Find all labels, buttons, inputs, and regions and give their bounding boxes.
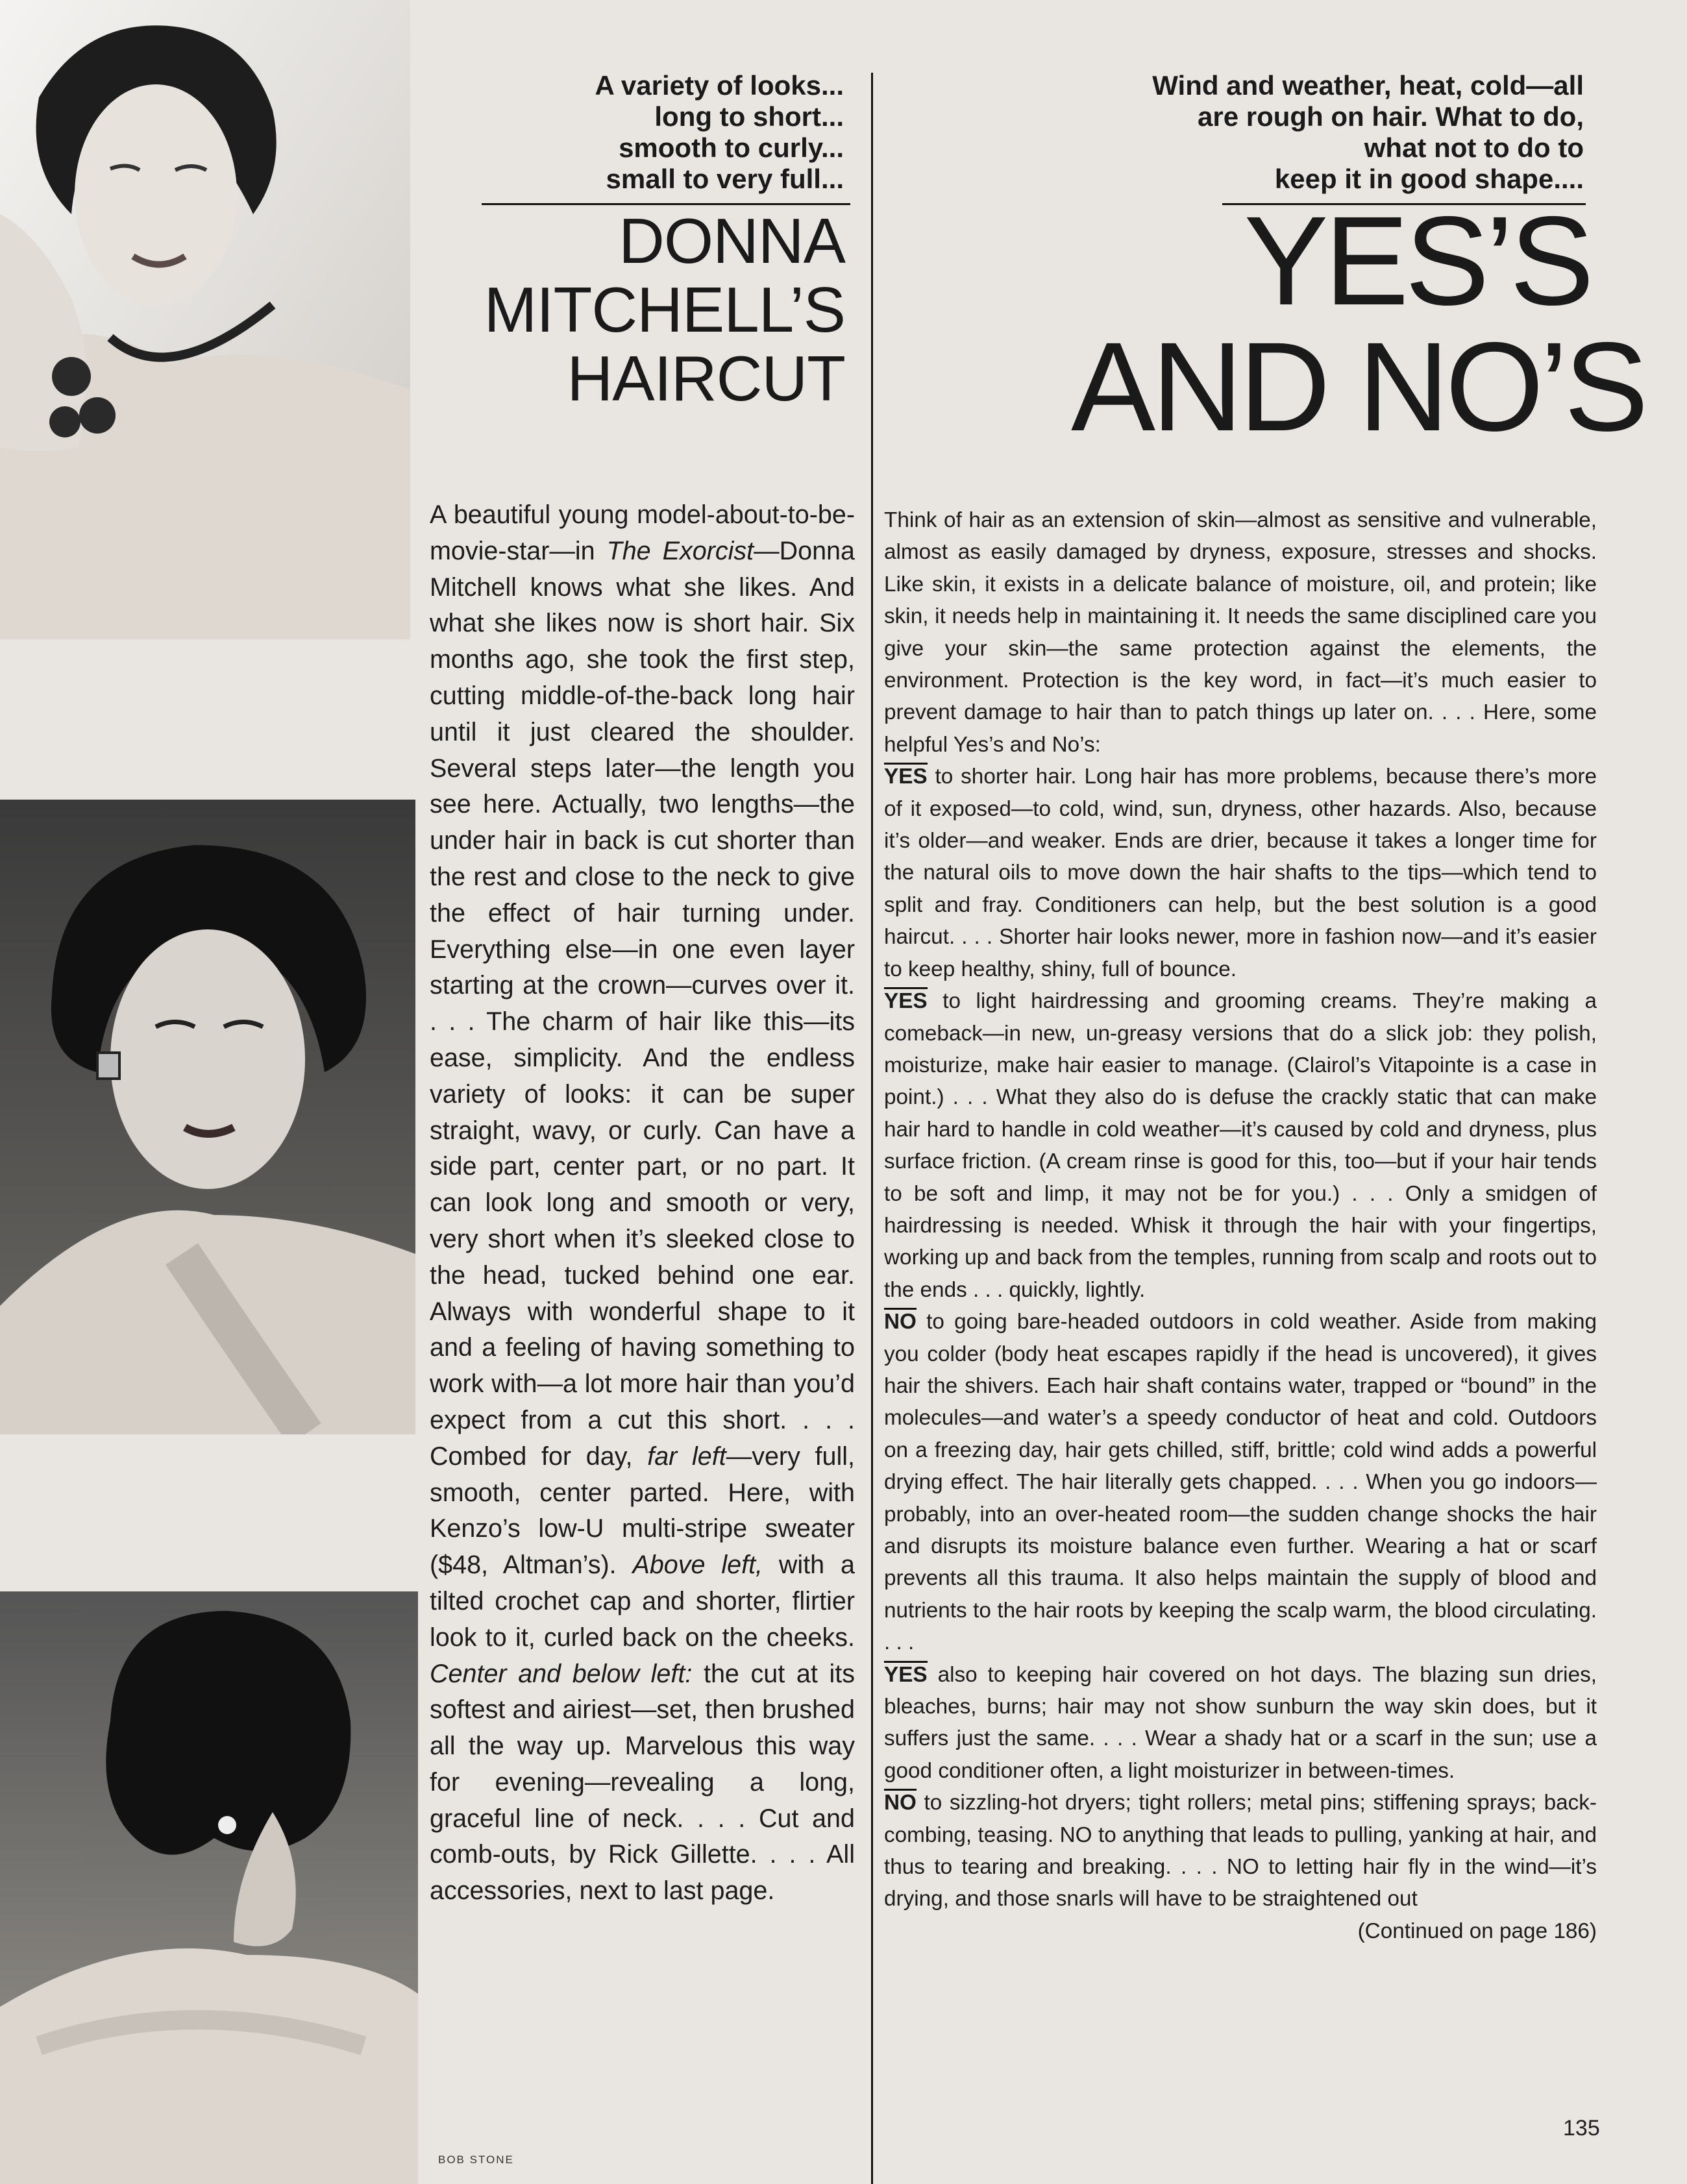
page-number: 135 [1563, 2116, 1600, 2141]
advice-text: to light hairdressing and grooming creams. They’re making a comeback—in new, un-greasy versions that do a slick job: they polish, moisturize, make hair easier to manage. (Clairol’s Vitapointe is a case in point.) . . . What they also do is defuse the crackly static that can make hair hard to handle in cold weather—it’s caused by cold and dryness, plus surface friction. (A cream rinse is good for this, too—but if your hair tends to be soft and limp, it may not be for you.) . . . Only a smidgen of hairdressing is needed. Whisk it through the hair with your fingertips, working up and back from the temples, running from scalp and roots out to the ends . . . quickly, lightly. [884, 989, 1597, 1302]
advice-lead: NO [884, 1789, 917, 1815]
intro-paragraph: Think of hair as an extension of skin—almost as sensitive and vulnerable, almost as easily damaged by dryness, exposure, stresses and shocks. Like skin, it exists in a delicate balance of moisture, oil, and protein; like skin, it needs help in maintaining it. It needs the same disciplined care you give your skin—the same protection against the elements, the environment. Protection is the key word, in fact—it’s much easier to prevent damage to hair than to patch things up later on. . . . Here, some helpful Yes’s and No’s: [884, 508, 1597, 757]
left-kicker-line: smooth to curly... [619, 132, 844, 163]
right-kicker-line: Wind and weather, heat, cold—all [1152, 70, 1584, 101]
left-title-line: DONNA [619, 205, 845, 276]
body-text-italic: Center and below left: [430, 1659, 693, 1688]
body-text: with a tilted crochet cap and shorter, flirtier look to it, curled back on the cheeks. [430, 1551, 855, 1652]
advice-text: to shorter hair. Long hair has more problems, because there’s more of it exposed—to cold, wind, sun, dryness, other hazards. Also, because it’s older—and weaker. Ends are drier, because it takes a longer time for the natural oils to move down the hair shafts to the tips—which tend to split and fray. Conditioners can help, but the best solution is a good haircut. . . . Shorter hair looks newer, more in fashion now—and it’s easier to keep healthy, shiny, full of bounce. [884, 765, 1597, 981]
left-article-body [430, 497, 855, 1909]
photo-model-profile [0, 1591, 418, 2184]
left-article-title [448, 206, 845, 413]
left-title-line: HAIRCUT [567, 343, 845, 414]
advice-lead: YES [884, 1661, 928, 1687]
advice-text: to sizzling-hot dryers; tight rollers; metal pins; stiffening sprays; back-combing, teasing. NO to anything that leads to pulling, yanking at hair, and thus to tearing and breaking. . . . NO to letting hair fly in the wind—it’s drying, and those snarls will have to be straightened out [884, 1791, 1597, 1911]
right-title-line: AND NO’S [1071, 316, 1645, 458]
body-text: —very full, smooth, center parted. Here, with Kenzo’s low-U multi-stripe sweater ($48, Altman’s). [430, 1442, 855, 1580]
photo-model-crochet-cap [0, 0, 410, 639]
advice-lead: NO [884, 1308, 917, 1334]
right-kicker-line: keep it in good shape.... [1274, 164, 1584, 194]
body-text-italic: far left [647, 1442, 726, 1471]
advice-text: to going bare-headed outdoors in cold weather. Aside from making you colder (body heat escapes rapidly if the head is uncovered), it gives hair the shivers. Each hair shaft contains water, trapped or “bound” in the molecules—and water’s a speedy conductor of heat and cold. Outdoors on a freezing day, hair gets chilled, stiff, brittle; cold wind adds a powerful drying effect. The hair literally gets chapped. . . . When you go indoors—probably, into an over-heated room—the sudden change shocks the hair and disrupts its moisture balance even further. Wearing a hat or scarf prevents all this trauma. It also helps maintain the supply of blood and nutrients to the hair roots by keeping the scalp warm, the blood circulating. . . . [884, 1310, 1597, 1655]
body-text-italic: The Exorcist [606, 536, 754, 565]
left-kicker-line: long to short... [654, 101, 844, 132]
advice-item [884, 985, 1597, 1306]
body-text: the cut at its softest and airiest—set, then brushed all the way up. Marvelous this way for evening—revealing a long, graceful line of neck. . . . Cut and comb-outs, by Rick Gillette. . . . All accessories, next to last page. [430, 1659, 855, 1906]
body-text: A beautiful young model-about-to-be-movie-star—in [430, 500, 855, 565]
body-text-italic: Above left, [632, 1551, 763, 1580]
left-kicker-line: small to very full... [606, 164, 844, 194]
right-article-title [1071, 190, 1645, 458]
right-article-body [884, 504, 1597, 1947]
advice-lead: YES [884, 987, 928, 1013]
advice-item [884, 761, 1597, 985]
left-title-line: MITCHELL’S [484, 274, 845, 345]
advice-item [884, 1306, 1597, 1658]
column-divider [871, 73, 873, 2184]
advice-item [884, 1787, 1597, 1943]
body-text: —Donna Mitchell knows what she likes. And what she likes now is short hair. Six months ago, she took the first step, cutting middle-of-the-back long hair until it just cleared the shoulder. Several steps later—the length you see here. Actually, two lengths—the under hair in back is cut shorter than the rest and close to the neck to give the effect of hair turning under. Everything else—in one even layer starting at the crown—curves over it. . . . The charm of hair like this—its ease, simplicity. And the endless variety of looks: it can be super straight, wavy, or curly. Can have a side part, center part, or no part. It can look long and smooth or very, very short when it’s sleeked close to the head, tucked behind one ear. Always with wonderful shape to it and a feeling of having something to work with—a lot more hair than you’d expect from a cut this short. . . . Combed for day, [430, 536, 855, 1471]
right-kicker [1103, 70, 1584, 195]
photo-model-full-hair [0, 800, 415, 1434]
left-kicker-line: A variety of looks... [595, 70, 844, 101]
advice-text: also to keeping hair covered on hot days. The blazing sun dries, bleaches, burns; hair may not show sunburn the way skin does, but it suffers just the same. . . . Wear a shady hat or a scarf in the sun; use a good conditioner often, a light moisturizer in between-times. [884, 1662, 1597, 1783]
advice-lead: YES [884, 763, 928, 789]
right-kicker-line: what not to do to [1364, 132, 1584, 163]
left-kicker [454, 70, 844, 195]
right-kicker-line: are rough on hair. What to do, [1198, 101, 1584, 132]
right-title-line: YES’S [1244, 190, 1590, 332]
photo-credit: BOB STONE [438, 2153, 514, 2166]
continued-note: (Continued on page 186) [1357, 1919, 1597, 1943]
advice-item [884, 1659, 1597, 1787]
